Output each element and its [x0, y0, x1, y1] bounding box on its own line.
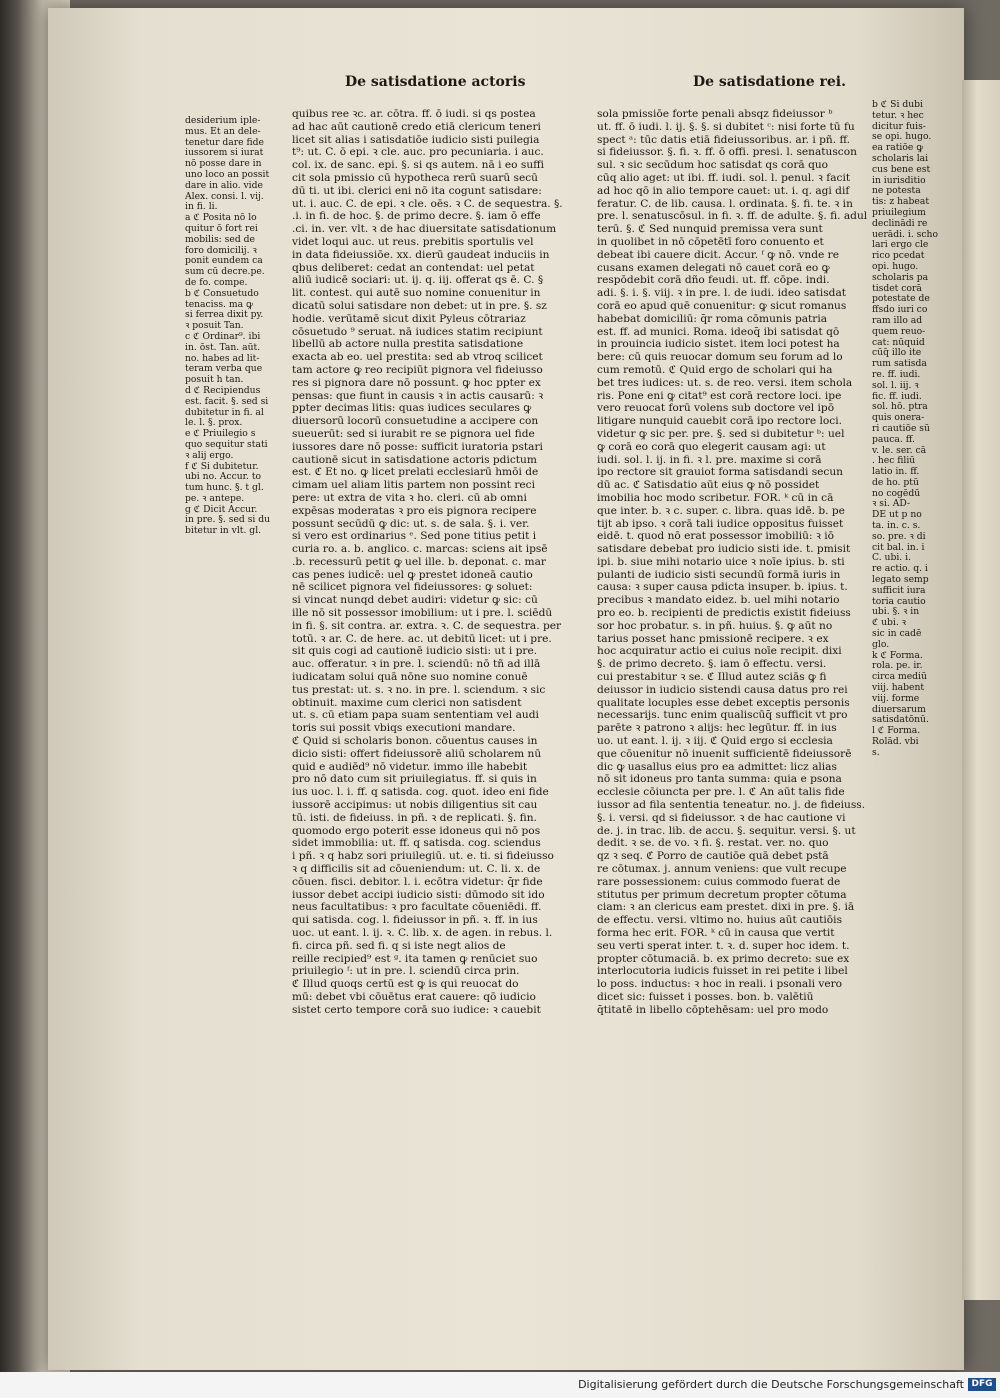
text-line: videtur ꝙ sic per. pre. §. sed si dubitetur ᵇ: uel — [597, 427, 845, 440]
text-line: qz ꝛ seq. ℭ Porro de cautiōe quā debet pstā — [597, 850, 829, 863]
margin-note-line: uno loco an possit — [185, 169, 270, 180]
text-line: sor hoc probatur. s. in pñ. huius. §. ꝙ aūt no — [597, 619, 833, 632]
margin-note-line: ri cautiōe sū — [872, 423, 930, 434]
text-line: §. i. versi. qd si fideiussor. ꝛ de hac cautione vi — [597, 811, 846, 824]
text-line: libellū ab actore nulla prestita satisdatione — [292, 338, 524, 351]
text-line: dicet sic: fuisset i posses. bon. b. valētiū — [597, 990, 814, 1003]
margin-note-line: iussorem si iurat — [185, 148, 264, 159]
margin-note-line: fic. ff. iudi. — [872, 391, 922, 402]
margin-note-line: foro domicilij. ꝛ — [185, 245, 257, 256]
margin-note-line: nō posse dare in — [185, 159, 262, 170]
margin-note-line: de ho. ptū — [872, 477, 919, 488]
text-line: bere: cū quis reuocar domum seu forum ad lo — [597, 351, 843, 364]
text-line: pulanti de iudicio sisti secundū formā iuris in — [597, 568, 841, 581]
margin-note-line: dubitetur in fi. al — [185, 407, 264, 418]
text-line: in fi. §. sit contra. ar. extra. ꝛ. C. de sequestra. per — [292, 619, 562, 632]
margin-note-line: b ℭ Si dubi — [872, 100, 923, 110]
text-line: cautionē sicut in satisdatione actoris pdictum — [292, 453, 537, 466]
text-line: parēte ꝛ patrono ꝛ alijs: hec legūtur. ff. in ius — [597, 722, 837, 735]
margin-note-line: cit bal. in. i — [872, 542, 925, 553]
text-line: quomodo ergo poterit esse idoneus qui nō pos — [292, 824, 541, 837]
margin-note-line: ꝛ alij ergo. — [185, 450, 234, 461]
text-line: nē scilicet pignora vel fideiussores: ꝙ soluet: — [292, 581, 533, 594]
text-line: est. ℭ Et no. ꝙ licet prelati ecclesiarū hmōi de — [292, 466, 539, 479]
margin-note-line: in fi. li. — [185, 202, 218, 213]
margin-note-line: dicitur fuis- — [872, 121, 926, 132]
text-line: priuilegio ᶠ: ut in pre. l. sciendū circa prin. — [292, 965, 520, 978]
text-line: que cōuenitur nō inuenit sufficientē fideiussorē — [597, 747, 852, 760]
footer-credit: Digitalisierung gefördert durch die Deutsche Forschungsgemeinschaft — [578, 1378, 964, 1391]
running-header-left: De satisdatione actoris — [345, 74, 526, 90]
text-line: ℭ Quid si scholaris bonon. cōuentus causes in — [292, 735, 538, 748]
text-line: mū: debet vbi cōuētus erat cauere: qō iudicio — [292, 990, 536, 1003]
text-line: dicatū solui satisdare non debet: ut in pre. §. sz — [292, 299, 547, 312]
text-line: eidē. t. quod nō erat possessor imobiliū: ꝛ iō — [597, 530, 835, 543]
margin-note-line: ne potesta — [872, 186, 921, 197]
margin-note-line: a ℭ Posita nō lo — [185, 213, 257, 224]
text-line: tus prestat: ut. s. ꝛ no. in pre. l. sciendum. ꝛ sic — [292, 683, 546, 696]
text-line: uo. ut eant. l. ij. ꝛ iij. ℭ Quid ergo si ecclesia — [597, 735, 833, 748]
text-line: debeat ibi cauere dicit. Accur. ᶠ ꝙ nō. vnde re — [597, 248, 840, 261]
margin-note-line: DE ut p no — [872, 510, 922, 521]
margin-note-line: d ℭ Recipiendus — [185, 385, 261, 396]
margin-note-line: legato semp — [872, 575, 929, 586]
text-line: possunt secūdū ꝙ dic: ut. s. de sala. §. i. ver. — [292, 517, 530, 530]
text-line: fi. circa pñ. sed fi. q si iste negt alios de — [292, 939, 506, 952]
margin-note-line: sic in cadē — [872, 629, 922, 640]
text-line: pere: ut extra de vita ꝛ ho. cleri. cū ab omni — [292, 491, 527, 504]
text-line: sistet certo tempore corā suo iudice: ꝛ cauebit — [292, 1003, 541, 1016]
left-margin-notes — [185, 116, 271, 537]
text-line: ciam: ꝛ an clericus eam prestet. dixi in pre. §. iā — [597, 901, 855, 914]
text-line: pro eo. b. recipienti de predictis existit fideiuss — [597, 607, 851, 620]
text-line: stitutus per primum decretum propter cōtuma — [597, 888, 847, 901]
margin-note-line: . hec filiū — [872, 456, 916, 467]
text-line: sul. ꝛ sic secūdum hoc satisdat qs corā quo — [597, 159, 829, 172]
text-line: in data fideiussiōe. xx. dierū gaudeat induciis in — [292, 248, 550, 261]
text-line: sidet immobilia: ut. ff. q satisda. cog. sciendus — [292, 837, 541, 850]
text-line: pro nō dato cum sit priuilegiatus. ff. si quis in — [292, 773, 537, 786]
margin-note-line: pauca. ff. — [872, 434, 915, 445]
text-line: re cōtumax. j. annum veniens: que vult recupe — [597, 863, 847, 876]
text-line: dedit. ꝛ se. de vo. ꝛ fi. §. restat. ver. no. quo — [597, 837, 829, 850]
margin-note-line: ponit eundem ca — [185, 256, 263, 267]
margin-note-line: s. — [872, 747, 880, 758]
text-line: ille nō sit possessor imobilium: ut i pre. l. sciēdū — [292, 607, 553, 620]
text-line: hoc acquiratur actio ei cuius noīe recipit. dixi — [597, 645, 842, 658]
margin-note-line: Alex. consi. l. vij. — [185, 191, 264, 202]
margin-note-line: quis onera- — [872, 413, 925, 424]
text-line: litigare nunquid cauebit corā ipo rectore loci. — [597, 415, 842, 428]
margin-note-line: satisdatōnū. — [872, 715, 929, 726]
text-line: bet tres iudices: ut. s. de reo. versi. item schola — [597, 376, 853, 389]
margin-note-line: potestate de — [872, 294, 930, 305]
margin-note-line: toria cautio — [872, 596, 926, 607]
digitization-footer — [0, 1372, 1000, 1398]
margin-note-line: de fo. compe. — [185, 277, 248, 288]
text-line: licet sit alias i satisdatiōe iudicio sisti puilegia — [292, 133, 540, 146]
text-line: ecclesie cōiuncta per pre. l. ℭ An aūt talis fide — [597, 786, 845, 799]
text-line: sueuerūt: sed si iurabit re se pignora uel fide — [292, 427, 535, 440]
margin-note-line: bitetur in vlt. gl. — [185, 526, 262, 537]
text-line: .ci. in. ver. vlt. ꝛ de hac diuersitate satisdationum — [292, 223, 557, 236]
text-line: cōsuetudo ⁹ seruat. nā iudices statim recipiunt — [292, 325, 543, 338]
text-line: qui satisda. cog. l. fideiussor in pñ. ꝛ. ff. in ius — [292, 914, 538, 927]
margin-note-line: tenetur dare fide — [185, 137, 264, 148]
margin-note-line: tenaciss. ma ꝙ — [185, 299, 253, 310]
text-line: ℭ Illud quoqs certū est ꝙ is qui reuocat do — [292, 978, 519, 991]
margin-note-line: quitur ō fort rei — [185, 223, 258, 234]
margin-note-line: scholaris pa — [872, 272, 929, 283]
margin-note-line: mus. Et an dele- — [185, 126, 261, 137]
text-line: iussor ad fila sententia teneatur. no. j. de fideiuss. — [597, 799, 866, 812]
text-line: cusans examen delegati nō cauet corā eo ꝙ — [597, 261, 830, 274]
margin-note-line: C. ubi. i. — [872, 553, 911, 564]
text-line: quid e audiēd⁹ nō videtur. immo ille habebit — [292, 760, 528, 773]
text-line: pensas: que fiunt in causis ꝛ in actis causarū: ꝛ — [292, 389, 544, 402]
margin-note-line: cat: nūquid — [872, 337, 925, 348]
margin-note-line: se opi. hugo. — [872, 132, 932, 143]
margin-note-line: tetur. ꝛ hec — [872, 110, 924, 121]
text-line: dū ac. ℭ Satisdatio aūt eius ꝙ nō possidet — [597, 479, 820, 492]
text-line: curia ro. a. b. anglico. c. marcas: sciens ait ipsē — [292, 543, 548, 556]
text-line: ut. i. auc. C. de epi. ꝛ cle. oēs. ꝛ C. de sequestra. §. — [292, 197, 563, 210]
text-line: lit. contest. qui autē suo nomine conuenitur in — [292, 287, 541, 300]
text-line: videt loqui auc. ut reus. prebitis sportulis vel — [292, 235, 534, 248]
text-line: auc. offeratur. ꝛ in pre. l. sciendū: nō tñ ad illā — [292, 658, 541, 671]
margin-note-line: sum cū decre.pe. — [185, 267, 265, 278]
text-line: necessarijs. tunc enim qualiscūq̄ sufficit vt pro — [597, 709, 848, 722]
margin-note-line: e ℭ Priuilegio s — [185, 429, 256, 440]
margin-note-line: uerādi. i. scho — [872, 229, 938, 240]
text-line: vero reuocat forū volens sub doctore vel ipō — [597, 402, 835, 415]
margin-note-line: rico pcedat — [872, 251, 925, 262]
text-line: reille recipied⁹ est ᵍ. ita tamen ꝙ renūciet suo — [292, 952, 538, 965]
text-line: imobilia hoc modo scribetur. FOR. ᵏ cū in cā — [597, 491, 834, 504]
text-line: cōuen. fisci. debitor. l. i. ecōtra videtur: q̄r fide — [292, 875, 543, 888]
text-line: tū. isti. de fideiuss. in pñ. ꝛ de replicati. §. fin. — [292, 811, 537, 824]
margin-note-line: quo sequitur stati — [185, 439, 268, 450]
margin-note-line: re. ff. iudi. — [872, 369, 921, 380]
margin-note-line: tisdet corā — [872, 283, 922, 294]
text-line: lo poss. inductus: ꝛ hoc in reali. i psonali vero — [597, 978, 843, 991]
text-line: ꝙ corā eo corā quo elegerit causam agi: ut — [597, 440, 826, 453]
text-line: pre. l. senatuscōsul. in fi. ꝛ. ff. de adulte. §. fi. adul — [597, 210, 868, 223]
text-line: sit quis cogi ad cautionē iudicio sisti: ut i pre. — [292, 645, 538, 658]
margin-note-line: no. habes ad lit- — [185, 353, 260, 364]
text-line: iussores dare nō posse: sufficit iuratoria pstari — [292, 440, 543, 453]
text-column-right — [597, 108, 873, 1017]
text-line: sola pmissiōe forte penali absqz fideiussor ᵇ — [597, 108, 833, 120]
text-line: si vincat nunqd debet audiri: videtur ꝙ sic: cū — [292, 594, 538, 607]
text-line: in prouincia iudicio sistet. item loci potest ha — [597, 338, 840, 351]
margin-note-line: l ℭ Forma. — [872, 726, 921, 737]
dfg-logo: DFG — [968, 1378, 996, 1391]
text-line: exacta ab eo. uel prestita: sed ab vtroq scilicet — [292, 351, 543, 364]
margin-note-line: in pre. §. sed si du — [185, 515, 271, 526]
text-line: diuersorū locorū consuetudine a accipere con — [292, 415, 539, 428]
text-line: quibus ree ꝛc. ar. cōtra. ff. ō iudi. si qs postea — [292, 108, 536, 120]
text-line: .b. recessurū petit ꝙ uel ille. b. deponat. c. mar — [292, 555, 546, 568]
margin-note-line: scholaris lai — [872, 153, 929, 164]
margin-note-line: tum hunc. §. t gl. — [185, 483, 264, 494]
text-line: neus facultatibus: ꝛ pro facultate cōueniēdi. ff. — [292, 901, 542, 914]
margin-note-line: diuersarum — [872, 704, 926, 715]
margin-note-line: in iurisditio — [872, 175, 926, 186]
text-line: satisdare debebat pro iudicio sisti ide. t. pmisit — [597, 543, 851, 556]
margin-note-line: opi. hugo. — [872, 261, 919, 272]
text-line: uoc. ut eant. l. ij. ꝛ. C. lib. x. de agen. in rebus. l. — [292, 927, 553, 939]
facing-page-edge — [962, 80, 1000, 1300]
margin-note-line: si ferrea dixit py. — [185, 310, 264, 321]
text-line: expēsas moderatas ꝛ pro eis pignora recipere — [292, 504, 537, 517]
text-line: adi. §. i. §. viij. ꝛ in pre. l. de iudi. ideo satisdat — [597, 287, 847, 300]
margin-note-line: cus bene est — [872, 164, 931, 175]
margin-note-line: circa mediū — [872, 672, 927, 683]
text-line: in quolibet in nō cōpetētī foro conuento et — [597, 235, 824, 248]
text-line: t⁹: ut. C. ō epi. ꝛ cle. auc. pro pecuniaria. i auc. — [292, 146, 544, 159]
text-line: interlocutoria iudicis fuisset in rei petite i libel — [597, 965, 848, 978]
text-line: de. j. in trac. lib. de accu. §. sequitur. versi. §. ut — [597, 824, 856, 837]
text-line: hodie. verūtamē sicut dixit Pyleus cōtrariaz — [292, 312, 526, 325]
text-line: ad hac aūt cautionē credo etiā clericum teneri — [292, 120, 541, 133]
margin-note-line: no cogēdū — [872, 488, 921, 499]
text-line: seu verti sperat inter. t. ꝛ. d. super hoc idem. t. — [597, 939, 850, 952]
text-line: cūq alio aget: ut ibi. ff. iudi. sol. l. penul. ꝛ facit — [597, 171, 851, 184]
text-line: si fideiussor. §. fi. ꝛ. ff. ō offi. presi. l. senatuscon — [597, 146, 857, 159]
margin-note-line: rola. pe. ir. — [872, 661, 923, 672]
margin-note-line: est. facit. §. sed si — [185, 396, 269, 407]
text-line: nō sit idoneus pro tanta summa: quia e psona — [597, 773, 842, 786]
margin-note-line: dare in alio. vide — [185, 180, 263, 191]
text-line: ius uoc. l. i. ff. q satisda. cog. quot. ideo eni fide — [292, 786, 549, 799]
margin-note-line: ffsdo iuri co — [872, 305, 928, 316]
margin-note-line: le. l. §. prox. — [185, 418, 243, 429]
text-line: spect ᵃ: tūc datis etiā fideiussoribus. ar. i pñ. ff. — [597, 133, 850, 146]
margin-note-line: ꝛ si. AD- — [872, 499, 911, 510]
text-line: deiussor in iudicio sistendi causa datus pro rei — [597, 683, 848, 696]
right-margin-notes — [872, 100, 962, 759]
text-line: col. ix. de sanc. epi. §. si qs autem. nā i eo suffi — [292, 159, 545, 172]
margin-note-line: v. le. ser. cā — [872, 445, 927, 456]
text-line: iussor debet accipi iudicio sisti: dūmodo sit ido — [292, 888, 545, 901]
text-line: precibus ꝛ mandato eidez. b. uel mihi notario — [597, 594, 840, 607]
margin-note-line: ram illo ad — [872, 315, 923, 326]
text-line: ꝛ q difficilis sit ad cōueniendum: ut. C. li. x. de — [292, 863, 541, 876]
text-line: dic ꝙ uasallus eius pro ea admittet: licz alias — [597, 760, 837, 773]
margin-note-line: b ℭ Consuetudo — [185, 288, 259, 299]
margin-note-line: Rolād. vbi — [872, 737, 919, 748]
text-line: feratur. C. de lib. causa. l. ordinata. §. fi. te. ꝛ in — [597, 197, 853, 210]
margin-note-line: teram verba que — [185, 364, 263, 375]
margin-note-line: ea ratiōe ꝙ — [872, 143, 924, 154]
text-line: tijt ab ipso. ꝛ corā tali iudice oppositus fuisset — [597, 517, 844, 530]
margin-note-line: desiderium iple- — [185, 116, 261, 126]
margin-note-line: ubi. §. ꝛ in — [872, 607, 920, 618]
margin-note-line: c ℭ Ordinar⁹. ibi — [185, 331, 261, 342]
text-line: iudicatam solui quā nōne suo nomine conuē — [292, 671, 528, 684]
margin-note-line: viij. habent — [872, 683, 925, 694]
text-line: cit sola pmissio cū hypotheca rerū suarū secū — [292, 171, 538, 184]
text-line: de effectu. versi. vltimo no. huius aūt cautiōis — [597, 914, 843, 927]
margin-note-line: ta. in. c. s. — [872, 521, 921, 532]
text-line: ipi. b. siue mihi notario uice ꝛ noīe ipius. b. sti — [597, 555, 845, 568]
margin-note-line: ℭ ubi. ꝛ — [872, 618, 907, 629]
margin-note-line: mobilis: sed de — [185, 234, 255, 245]
text-line: cum remotū. ℭ Quid ergo de scholari qui ha — [597, 363, 833, 376]
text-line: iussorē accipimus: ut nobis diligentius sit cau — [292, 799, 538, 812]
text-line: ad hoc qō in alio tempore cauet: ut. i. q. agi dif — [597, 184, 850, 197]
text-line: habebat domiciliū: q̄r roma cōmunis patria — [597, 312, 828, 325]
text-line: ut. s. cū etiam papa suam sententiam vel audi — [292, 709, 539, 722]
margin-note-line: ꝛ posuit Tan. — [185, 321, 244, 332]
text-line: corā eo apud quē conuenitur: ꝙ sicut romanus — [597, 299, 847, 312]
text-line: propter cōtumaciā. b. ex primo decreto: sue ex — [597, 952, 850, 965]
margin-note-line: rum satisda — [872, 359, 927, 370]
margin-note-line: viij. forme — [872, 693, 920, 704]
margin-note-line: f ℭ Si dubitetur. — [185, 461, 259, 472]
text-line: respōdebit corā dño feudi. ut. ff. cōpe. indi. — [597, 274, 830, 287]
text-line: que inter. b. ꝛ c. super. c. libra. quas idē. b. pe — [597, 504, 845, 517]
text-line: ppter decimas litis: quas iudices seculares ꝙ — [292, 402, 532, 415]
text-line: q̄titatē in libello cōptehēsam: uel pro modo — [597, 1003, 829, 1016]
text-line: si vero est ordinarius ᵉ. Sed pone titius petit i — [292, 530, 537, 543]
margin-note-line: latio in. ff. — [872, 467, 920, 478]
text-line: cui prestabitur ꝛ se. ℭ Illud autez sciās ꝙ fi — [597, 671, 827, 684]
margin-note-line: k ℭ Forma. — [872, 650, 923, 661]
text-line: tam actore ꝙ reo recipiūt pignora vel fideiusso — [292, 363, 543, 376]
margin-note-line: sol. l. iij. ꝛ — [872, 380, 919, 391]
margin-note-line: re actio. q. i — [872, 564, 928, 575]
margin-note-line: sol. hō. ptra — [872, 402, 928, 413]
text-line: ut. ff. ō iudi. l. ij. §. §. si dubitet ᶜ: nisi forte tū fu — [597, 120, 855, 133]
text-line: dicio sisti: offert fideiussorē aliū scholarem nū — [292, 747, 542, 760]
text-line: totū. ꝛ ar. C. de here. ac. ut debitū licet: ut i pre. — [292, 632, 552, 645]
text-line: cas penes iudicē: uel ꝙ prestet idoneā cautio — [292, 568, 533, 581]
text-line: rare possessionem: cuius commodo fuerat de — [597, 875, 841, 888]
margin-note-line: in. ōst. Tan. aūt. — [185, 342, 261, 353]
margin-note-line: priuilegium — [872, 207, 926, 218]
margin-note-line: lari ergo cle — [872, 240, 929, 251]
text-line: est. ff. ad munici. Roma. ideoq̄ ibi satisdat qō — [597, 325, 840, 338]
margin-note-line: cūq̄ illo ite — [872, 348, 922, 359]
text-line: .i. in fi. de hoc. §. de primo decre. §. iam ō effe — [292, 210, 541, 223]
margin-note-line: quem reuo- — [872, 326, 926, 337]
margin-note-line: so. pre. ꝛ di — [872, 531, 926, 542]
margin-note-line: tis: z habeat — [872, 197, 930, 208]
text-line: obtinuit. maxime cum clerici non satisdent — [292, 696, 522, 709]
text-line: qualitate locuples esse debet exceptis personis — [597, 696, 850, 709]
text-line: res si pignora dare nō possunt. ꝙ hoc ppter ex — [292, 376, 541, 389]
text-line: cimam uel aliam litis partem non possint reci — [292, 479, 536, 492]
margin-note-line: posuit h tan. — [185, 375, 244, 386]
margin-note-line: sufficit iura — [872, 585, 926, 596]
margin-note-line: declinādi re — [872, 218, 928, 229]
margin-note-line: g ℭ Dicit Accur. — [185, 504, 258, 515]
text-line: forma hec erit. FOR. ᵏ cū in causa que vertit — [597, 927, 835, 939]
text-line: tarius posset hanc pmissionē recipere. ꝛ ex — [597, 632, 829, 645]
running-header-right: De satisdatione rei. — [693, 74, 846, 90]
text-line: ipo rectore sit grauiot forma satisdandi secun — [597, 466, 844, 479]
text-line: qbus deliberet: cedat an contendat: uel petat — [292, 261, 535, 274]
text-line: causa: ꝛ super causa pdicta insuper. b. ipius. t. — [597, 581, 848, 594]
text-column-left — [292, 108, 568, 1017]
text-line: §. de primo decreto. §. iam ō effectu. versi. — [597, 658, 827, 671]
text-line: toris sui possit vbiqs executioni mandare. — [292, 722, 516, 735]
text-line: iudi. sol. l. ij. in fi. ꝛ l. pre. maxime si corā — [597, 453, 822, 466]
text-line: i pñ. ꝛ q habz sori priuilegiū. ut. e. ti. si fideiusso — [292, 850, 554, 863]
text-line: terū. §. ℭ Sed nunquid premissa vera sunt — [597, 223, 823, 236]
margin-note-line: glo. — [872, 639, 890, 650]
margin-note-line: ubi no. Accur. to — [185, 472, 262, 483]
text-line: aliū iudicē sociari: ut. ij. q. iij. offerat qs ē. C. § — [292, 274, 544, 287]
margin-note-line: pe. ꝛ antepe. — [185, 493, 245, 504]
text-line: ris. Pone eni ꝙ citat⁹ est corā rectore loci. ipe — [597, 389, 842, 402]
text-line: dū ti. ut ibi. clerici eni nō ita cogunt satisdare: — [292, 184, 542, 197]
